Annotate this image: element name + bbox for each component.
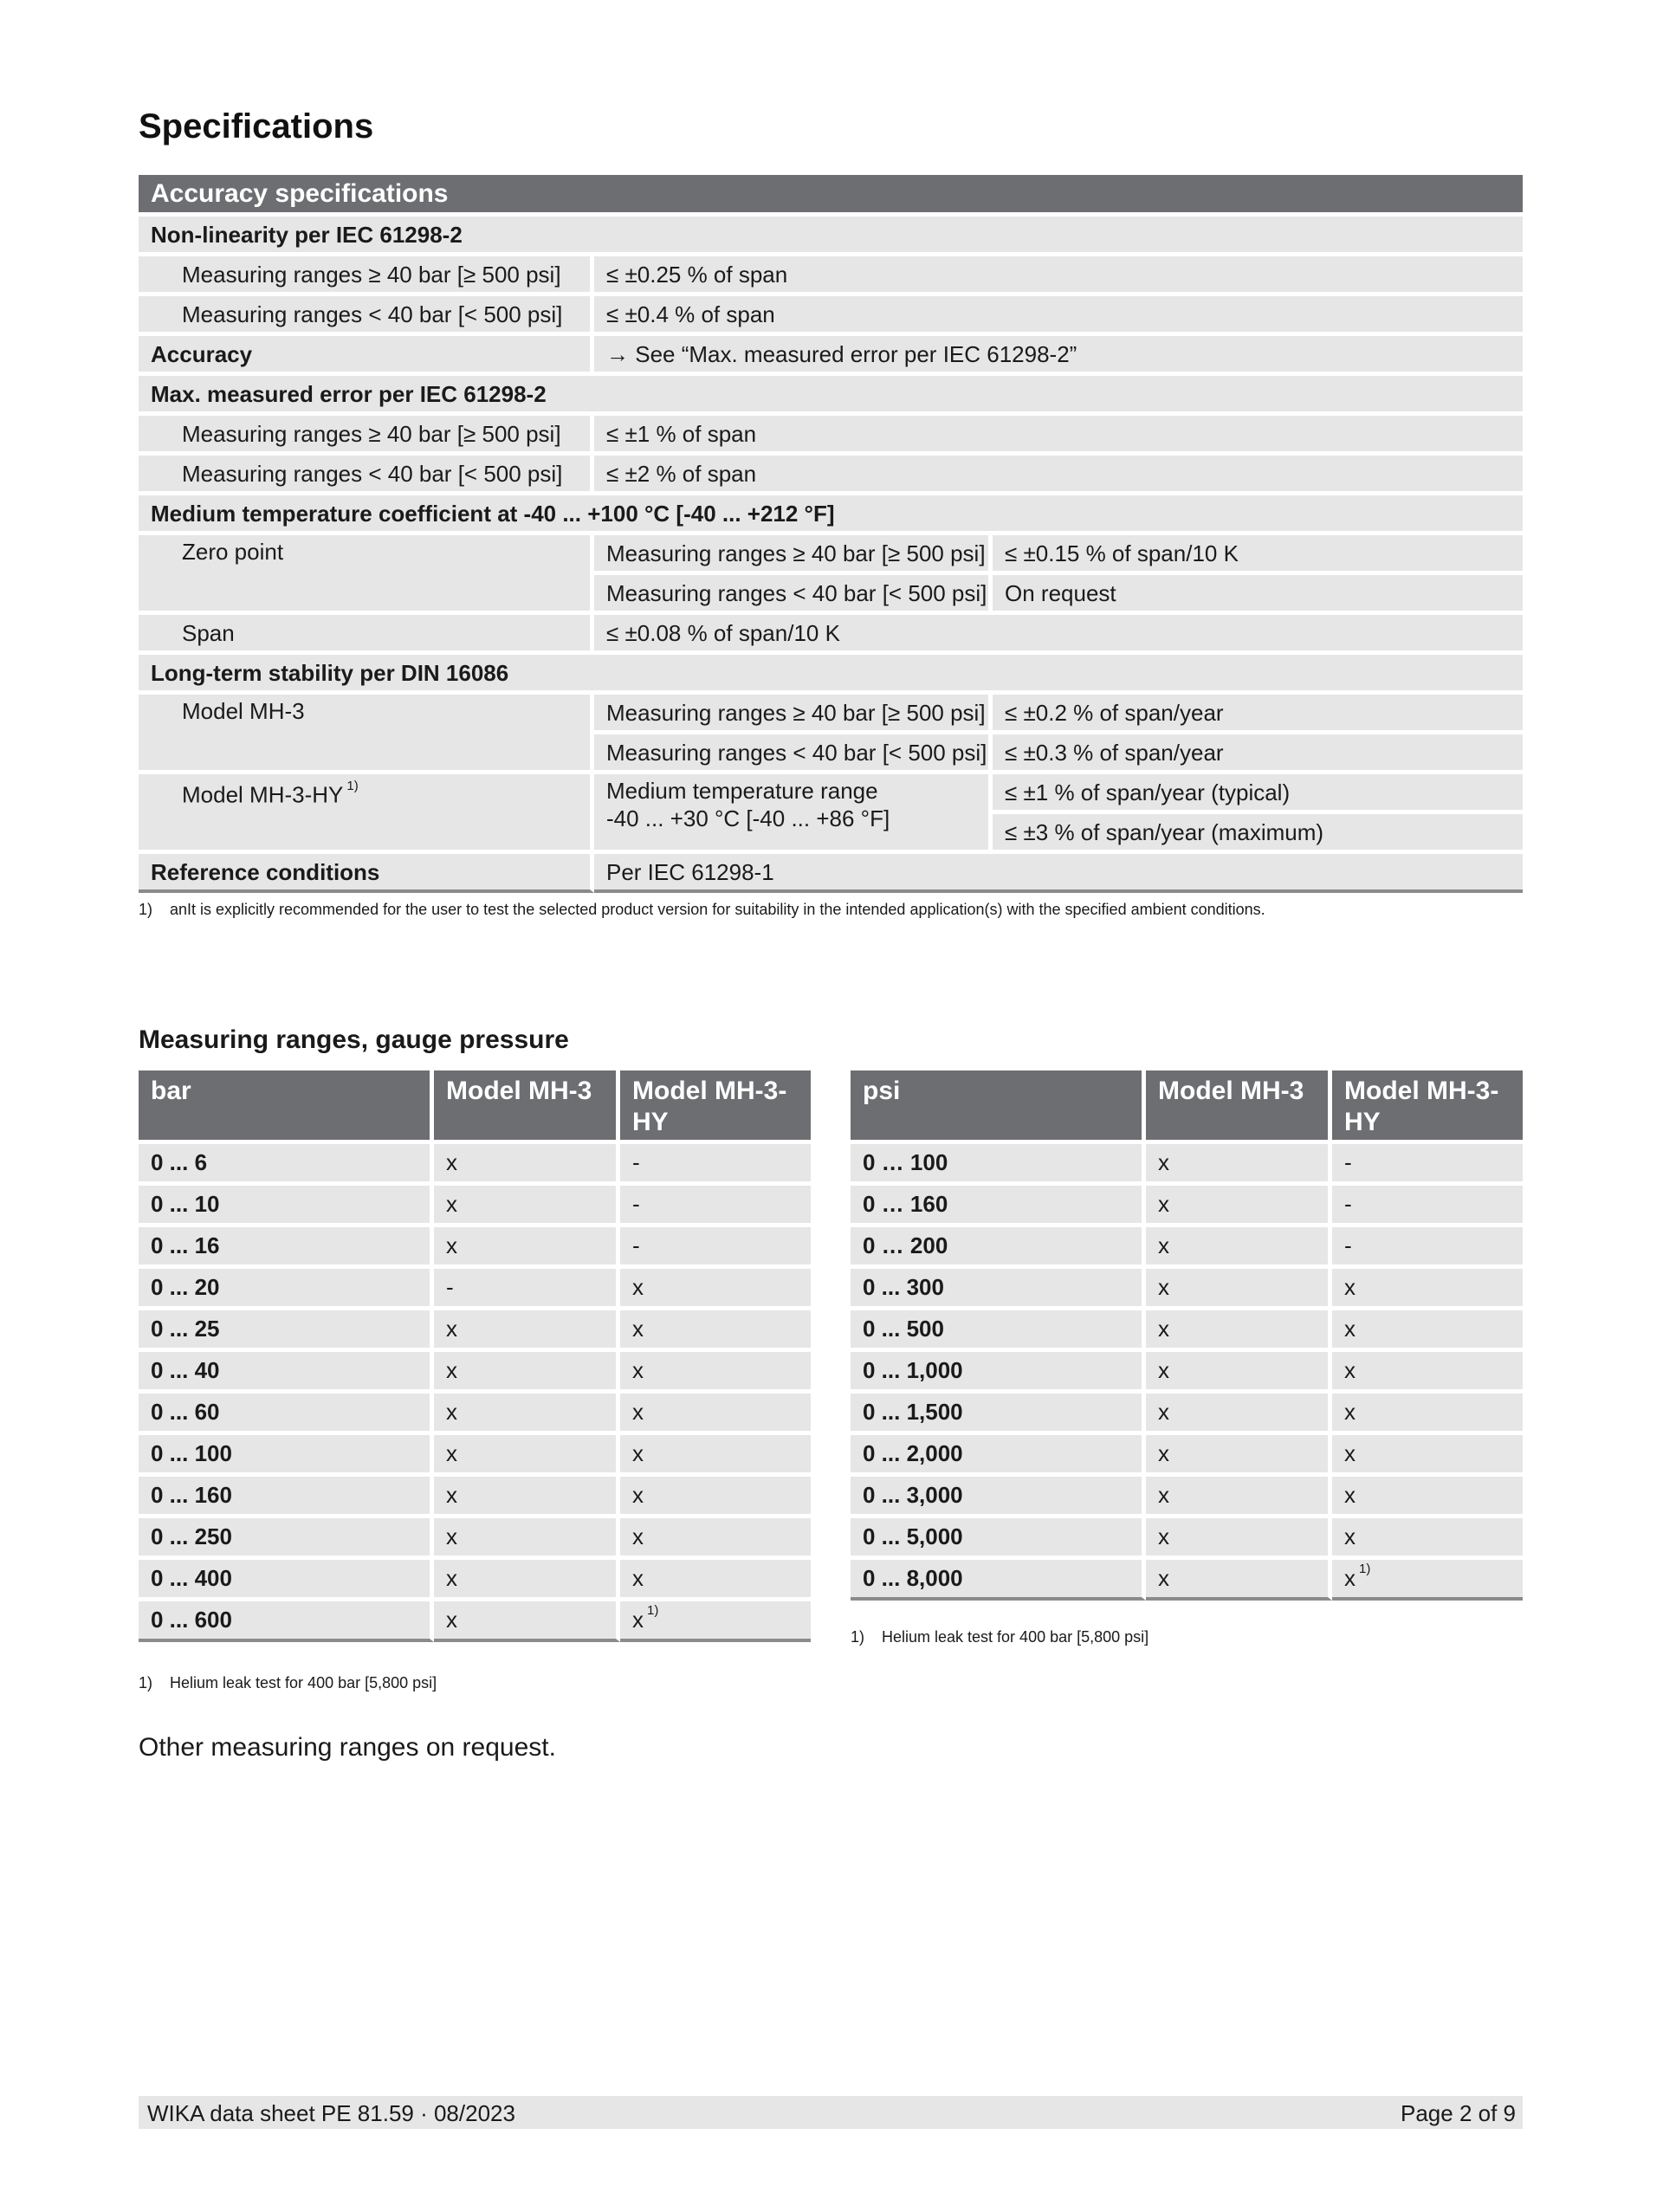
mh3hy-cell (620, 1394, 811, 1435)
table-row (139, 854, 1523, 893)
mh3-cell (434, 1560, 620, 1601)
range-cell (851, 1435, 1146, 1477)
table-row (139, 1560, 811, 1601)
cell-text: x (632, 1607, 644, 1633)
range-cell (851, 1394, 1146, 1435)
table-row (139, 456, 1523, 495)
cell-text: x (446, 1316, 457, 1342)
mh3hy-cell (620, 1435, 811, 1477)
table-row (139, 615, 1523, 655)
mh3-cell (434, 1269, 620, 1310)
mh3hy-cell (620, 1186, 811, 1227)
mh3-cell (1146, 1518, 1332, 1560)
cell-text: x (1158, 1149, 1169, 1175)
row-label: Span (139, 615, 594, 655)
range-cell (851, 1144, 1146, 1186)
footnote-marker: 1) (1359, 1562, 1371, 1577)
section-label: Long-term stability per DIN 16086 (139, 655, 1523, 695)
cell-text: 0 ... 5,000 (863, 1523, 963, 1549)
mh3hy-cell (620, 1227, 811, 1269)
cell-text: x (1344, 1316, 1356, 1342)
mh3hy-cell (1332, 1310, 1523, 1352)
row-value: ≤ ±1 % of span (594, 416, 1523, 456)
cell-text: 0 ... 3,000 (863, 1482, 963, 1508)
cell-text: x (446, 1440, 457, 1466)
table-row (851, 1227, 1523, 1269)
row-label: Measuring ranges < 40 bar [< 500 psi] (139, 296, 594, 336)
cell-text: - (632, 1232, 640, 1258)
row-label (139, 774, 594, 854)
section-label: Reference conditions (139, 854, 594, 893)
table-header-row (139, 175, 1523, 217)
range-cell (139, 1227, 434, 1269)
mh3hy-cell (1332, 1560, 1523, 1601)
footnote-number: 1) (139, 1674, 153, 1691)
range-cell (851, 1477, 1146, 1518)
condition-line-1: Medium temperature range (606, 778, 878, 804)
mh3-cell (434, 1144, 620, 1186)
psi-ranges-table (851, 1070, 1523, 1601)
table-row (851, 1144, 1523, 1186)
row-condition: Measuring ranges ≥ 40 bar [≥ 500 psi] (594, 535, 993, 575)
mh3-cell (1146, 1144, 1332, 1186)
row-value: ≤ ±0.25 % of span (594, 256, 1523, 296)
cell-text: 0 ... 25 (151, 1316, 220, 1342)
table-row (139, 376, 1523, 416)
cell-text: 0 … 200 (863, 1232, 948, 1258)
table-row (851, 1518, 1523, 1560)
cell-text: x (446, 1607, 457, 1633)
cell-text: x (1344, 1399, 1356, 1425)
table-header-row (139, 1070, 811, 1144)
cell-text: - (632, 1149, 640, 1175)
cell-text: x (632, 1399, 644, 1425)
footnote-text: Helium leak test for 400 bar [5,800 psi] (170, 1674, 437, 1691)
table-row (139, 1435, 811, 1477)
cell-text: x (632, 1482, 644, 1508)
row-value: ≤ ±1 % of span/year (typical) (993, 774, 1523, 814)
mh3-cell (1146, 1269, 1332, 1310)
mh3hy-cell (1332, 1186, 1523, 1227)
cell-text: x (1344, 1565, 1356, 1591)
model-label: Model MH-3-HY (182, 781, 344, 808)
cell-text: - (446, 1274, 454, 1300)
section-label: Accuracy (139, 336, 594, 376)
table-row (139, 256, 1523, 296)
psi-table-footnote (851, 1628, 1149, 1646)
row-label: Measuring ranges < 40 bar [< 500 psi] (139, 456, 594, 495)
cell-text: 0 ... 2,000 (863, 1440, 963, 1466)
bar-ranges-table (139, 1070, 811, 1642)
mh3hy-cell (1332, 1144, 1523, 1186)
cell-text: x (1158, 1482, 1169, 1508)
cell-text: x (446, 1523, 457, 1549)
cell-text: 0 ... 1,500 (863, 1399, 963, 1425)
page-title: Specifications (139, 107, 374, 146)
cell-text: x (446, 1482, 457, 1508)
column-header-mh3: Model MH-3 (434, 1070, 620, 1144)
mh3-cell (1146, 1227, 1332, 1269)
range-cell (851, 1560, 1146, 1601)
mh3-cell (1146, 1477, 1332, 1518)
footer-page-number: Page 2 of 9 (1401, 2100, 1516, 2126)
cell-text: 0 ... 500 (863, 1316, 944, 1342)
cell-text: 0 ... 20 (151, 1274, 220, 1300)
footer-document-id: WIKA data sheet PE 81.59 · 08/2023 (147, 2100, 515, 2126)
cell-text: x (446, 1565, 457, 1591)
table-row (851, 1186, 1523, 1227)
cell-text: 0 ... 10 (151, 1191, 220, 1217)
mh3hy-cell (1332, 1435, 1523, 1477)
table-row (851, 1352, 1523, 1394)
cell-text: 0 ... 60 (151, 1399, 220, 1425)
cell-text: x (1158, 1191, 1169, 1217)
range-cell (139, 1435, 434, 1477)
range-cell (139, 1518, 434, 1560)
table-row (139, 1394, 811, 1435)
cell-text: 0 ... 40 (151, 1357, 220, 1383)
mh3hy-cell (1332, 1227, 1523, 1269)
table-row (139, 1601, 811, 1642)
cell-text: 0 ... 400 (151, 1565, 232, 1591)
range-cell (139, 1310, 434, 1352)
mh3hy-cell (1332, 1518, 1523, 1560)
mh3hy-cell (620, 1144, 811, 1186)
table-row (139, 495, 1523, 535)
table-row (139, 1352, 811, 1394)
range-cell (851, 1227, 1146, 1269)
table-row (139, 296, 1523, 336)
range-cell (139, 1352, 434, 1394)
bar-table-footnote (139, 1674, 437, 1692)
cell-text: x (446, 1399, 457, 1425)
table-row (139, 416, 1523, 456)
table-row (139, 695, 1523, 734)
cell-text: x (446, 1149, 457, 1175)
range-cell (139, 1144, 434, 1186)
footnote-number: 1) (851, 1628, 865, 1646)
cell-text: x (1158, 1357, 1169, 1383)
cell-text: 0 ... 6 (151, 1149, 208, 1175)
mh3hy-cell (620, 1601, 811, 1642)
row-label: Measuring ranges ≥ 40 bar [≥ 500 psi] (139, 256, 594, 296)
range-cell (139, 1601, 434, 1642)
mh3hy-cell (620, 1477, 811, 1518)
table-row (139, 655, 1523, 695)
cell-text: 0 … 100 (863, 1149, 948, 1175)
range-cell (851, 1186, 1146, 1227)
mh3-cell (1146, 1352, 1332, 1394)
section-label: Non-linearity per IEC 61298-2 (139, 217, 1523, 256)
cell-text: 0 ... 300 (863, 1274, 944, 1300)
table-row (851, 1477, 1523, 1518)
mh3-cell (434, 1352, 620, 1394)
cell-text: x (1158, 1565, 1169, 1591)
range-cell (851, 1352, 1146, 1394)
row-value: ≤ ±0.4 % of span (594, 296, 1523, 336)
table-row (851, 1560, 1523, 1601)
range-cell (851, 1269, 1146, 1310)
section-title: Measuring ranges, gauge pressure (139, 1025, 569, 1054)
mh3-cell (1146, 1186, 1332, 1227)
mh3-cell (434, 1435, 620, 1477)
footnote-text: anIt is explicitly recommended for the user to test the selected product version for suitability in the intended application(s) with the specified ambient conditions. (170, 901, 1265, 918)
cell-text: x (632, 1316, 644, 1342)
row-label: Measuring ranges ≥ 40 bar [≥ 500 psi] (139, 416, 594, 456)
cell-text: x (1158, 1232, 1169, 1258)
table-row (139, 1186, 811, 1227)
cell-text: x (446, 1232, 457, 1258)
cell-text: 0 ... 600 (151, 1607, 232, 1633)
cell-text: - (1344, 1232, 1352, 1258)
column-header-mh3hy: Model MH-3-HY (620, 1070, 811, 1144)
mh3-cell (434, 1601, 620, 1642)
footnote-marker: 1) (647, 1603, 659, 1619)
cell-text: x (632, 1440, 644, 1466)
cell-text: x (1344, 1523, 1356, 1549)
table-header: Accuracy specifications (139, 175, 1523, 217)
cell-text: 0 ... 8,000 (863, 1565, 963, 1591)
row-value: ≤ ±3 % of span/year (maximum) (993, 814, 1523, 854)
cell-text: x (1158, 1274, 1169, 1300)
footnote-number: 1) (139, 901, 153, 918)
table-row (139, 1227, 811, 1269)
cell-text: 0 ... 100 (151, 1440, 232, 1466)
range-cell (851, 1518, 1146, 1560)
table-row (139, 774, 1523, 814)
cell-text: x (1158, 1440, 1169, 1466)
cell-text: - (1344, 1191, 1352, 1217)
cell-text: 0 ... 250 (151, 1523, 232, 1549)
row-value: ≤ ±2 % of span (594, 456, 1523, 495)
range-cell (139, 1186, 434, 1227)
footnote-marker: 1) (346, 779, 359, 793)
cell-text: x (632, 1523, 644, 1549)
row-condition: Measuring ranges < 40 bar [< 500 psi] (594, 734, 993, 774)
mh3hy-cell (1332, 1269, 1523, 1310)
mh3hy-cell (620, 1310, 811, 1352)
cell-text: 0 ... 16 (151, 1232, 220, 1258)
table-row (139, 1518, 811, 1560)
accuracy-footnote (139, 901, 1265, 919)
row-condition: Measuring ranges ≥ 40 bar [≥ 500 psi] (594, 695, 993, 734)
mh3hy-cell (1332, 1477, 1523, 1518)
mh3-cell (1146, 1560, 1332, 1601)
accuracy-specifications-table (139, 175, 1523, 893)
row-value: ≤ ±0.2 % of span/year (993, 695, 1523, 734)
cell-text: x (1344, 1357, 1356, 1383)
cell-text: 0 ... 1,000 (863, 1357, 963, 1383)
table-row (139, 535, 1523, 575)
table-row (851, 1269, 1523, 1310)
cell-text: x (1344, 1482, 1356, 1508)
table-row (139, 336, 1523, 376)
cell-text: 0 ... 160 (151, 1482, 232, 1508)
page-footer (139, 2096, 1523, 2129)
condition-line-2: -40 ... +30 °C [-40 ... +86 °F] (606, 805, 890, 831)
cell-text: x (446, 1357, 457, 1383)
cell-text: x (1158, 1316, 1169, 1342)
table-row (139, 1269, 811, 1310)
row-value: ≤ ±0.08 % of span/10 K (594, 615, 1523, 655)
mh3hy-cell (620, 1352, 811, 1394)
column-header-mh3hy: Model MH-3-HY (1332, 1070, 1523, 1144)
cell-text: x (446, 1191, 457, 1217)
range-cell (851, 1310, 1146, 1352)
row-value: On request (993, 575, 1523, 615)
cell-text: - (632, 1191, 640, 1217)
mh3-cell (1146, 1435, 1332, 1477)
section-label: Medium temperature coefficient at -40 ... +100 °C [-40 ... +212 °F] (139, 495, 1523, 535)
mh3-cell (434, 1518, 620, 1560)
table-row (139, 217, 1523, 256)
cell-text: x (1158, 1523, 1169, 1549)
range-cell (139, 1269, 434, 1310)
cell-text: 0 … 160 (863, 1191, 948, 1217)
table-row (851, 1435, 1523, 1477)
cell-text: x (632, 1357, 644, 1383)
column-header-mh3: Model MH-3 (1146, 1070, 1332, 1144)
mh3hy-cell (1332, 1394, 1523, 1435)
table-row (139, 1310, 811, 1352)
cell-text: x (1344, 1440, 1356, 1466)
column-header-unit: psi (851, 1070, 1146, 1144)
mh3hy-cell (620, 1269, 811, 1310)
row-value: ≤ ±0.15 % of span/10 K (993, 535, 1523, 575)
mh3-cell (434, 1186, 620, 1227)
row-value: ≤ ±0.3 % of span/year (993, 734, 1523, 774)
mh3-cell (434, 1310, 620, 1352)
mh3-cell (434, 1227, 620, 1269)
cell-text: - (1344, 1149, 1352, 1175)
range-cell (139, 1394, 434, 1435)
row-value: → See “Max. measured error per IEC 61298-2” (594, 336, 1523, 376)
mh3hy-cell (1332, 1352, 1523, 1394)
row-condition: Measuring ranges < 40 bar [< 500 psi] (594, 575, 993, 615)
mh3-cell (1146, 1394, 1332, 1435)
range-cell (139, 1477, 434, 1518)
table-row (139, 1144, 811, 1186)
mh3hy-cell (620, 1518, 811, 1560)
cell-text: x (632, 1565, 644, 1591)
cell-text: x (1344, 1274, 1356, 1300)
mh3-cell (434, 1477, 620, 1518)
footnote-text: Helium leak test for 400 bar [5,800 psi] (882, 1628, 1149, 1646)
table-row (139, 1477, 811, 1518)
range-cell (139, 1560, 434, 1601)
row-condition (594, 774, 993, 854)
cell-text: x (632, 1274, 644, 1300)
mh3hy-cell (620, 1560, 811, 1601)
other-ranges-note: Other measuring ranges on request. (139, 1733, 556, 1762)
table-row (851, 1394, 1523, 1435)
mh3-cell (1146, 1310, 1332, 1352)
section-label: Max. measured error per IEC 61298-2 (139, 376, 1523, 416)
table-header-row (851, 1070, 1523, 1144)
column-header-unit: bar (139, 1070, 434, 1144)
table-row (851, 1310, 1523, 1352)
mh3-cell (434, 1394, 620, 1435)
row-label: Model MH-3 (139, 695, 594, 774)
cell-text: x (1158, 1399, 1169, 1425)
row-label: Zero point (139, 535, 594, 615)
row-value: Per IEC 61298-1 (594, 854, 1523, 893)
